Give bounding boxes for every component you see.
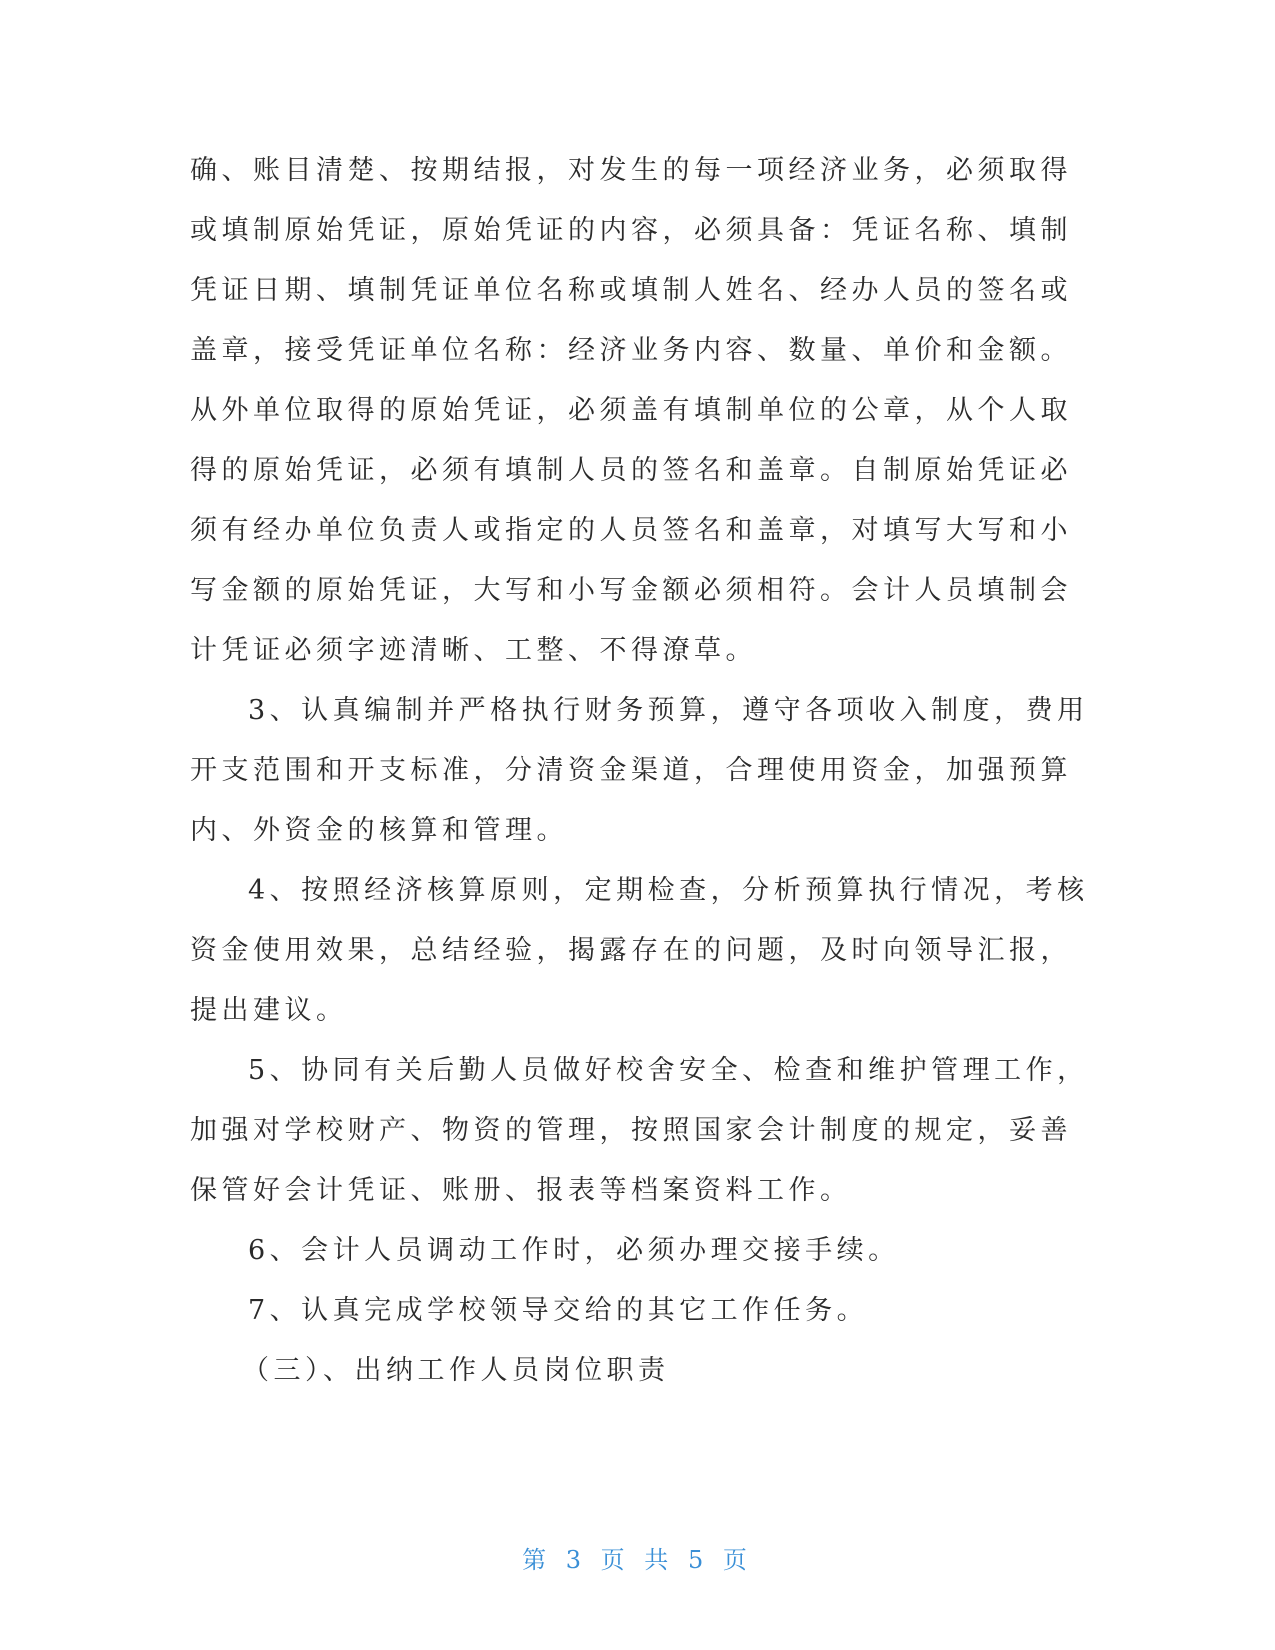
- paragraph-3-start: 3、认真编制并严格执行财务预算，遵守各项收入制度，费用: [248, 695, 1089, 726]
- text-line: 写金额的原始凭证，大写和小写金额必须相符。会计人员填制会: [190, 575, 1072, 606]
- text-line: 计凭证必须字迹清晰、工整、不得潦草。: [190, 635, 757, 666]
- text-line: 开支范围和开支标准，分清资金渠道，合理使用资金，加强预算: [190, 755, 1072, 786]
- text-line: 内、外资金的核算和管理。: [190, 815, 568, 846]
- paragraph-4-start: 4、按照经济核算原则，定期检查，分析预算执行情况，考核: [248, 875, 1089, 906]
- page-number-indicator: 第 3 页 共 5 页: [522, 1546, 753, 1574]
- text-line: 得的原始凭证，必须有填制人员的签名和盖章。自制原始凭证必: [190, 455, 1072, 486]
- paragraph-7: 7、认真完成学校领导交给的其它工作任务。: [248, 1295, 869, 1326]
- page-footer: [0, 1540, 1275, 1575]
- text-line: 加强对学校财产、物资的管理，按照国家会计制度的规定，妥善: [190, 1115, 1072, 1146]
- text-line: 须有经办单位负责人或指定的人员签名和盖章，对填写大写和小: [190, 515, 1072, 546]
- paragraph-6: 6、会计人员调动工作时，必须办理交接手续。: [248, 1235, 900, 1266]
- body-text: [190, 141, 1089, 1401]
- text-line: 凭证日期、填制凭证单位名称或填制人姓名、经办人员的签名或: [190, 275, 1072, 306]
- text-line: 从外单位取得的原始凭证，必须盖有填制单位的公章，从个人取: [190, 395, 1072, 426]
- text-line: 资金使用效果，总结经验，揭露存在的问题，及时向领导汇报，: [190, 935, 1072, 966]
- text-line: 保管好会计凭证、账册、报表等档案资料工作。: [190, 1175, 852, 1206]
- paragraph-5-start: 5、协同有关后勤人员做好校舍安全、检查和维护管理工作，: [248, 1055, 1089, 1086]
- text-line: 提出建议。: [190, 995, 348, 1026]
- text-line: 盖章，接受凭证单位名称：经济业务内容、数量、单价和金额。: [190, 335, 1072, 366]
- text-line: 确、账目清楚、按期结报，对发生的每一项经济业务，必须取得: [190, 155, 1072, 186]
- text-line: 或填制原始凭证，原始凭证的内容，必须具备：凭证名称、填制: [190, 215, 1072, 246]
- section-heading-cashier-duties: （三）、出纳工作人员岗位职责: [242, 1355, 670, 1386]
